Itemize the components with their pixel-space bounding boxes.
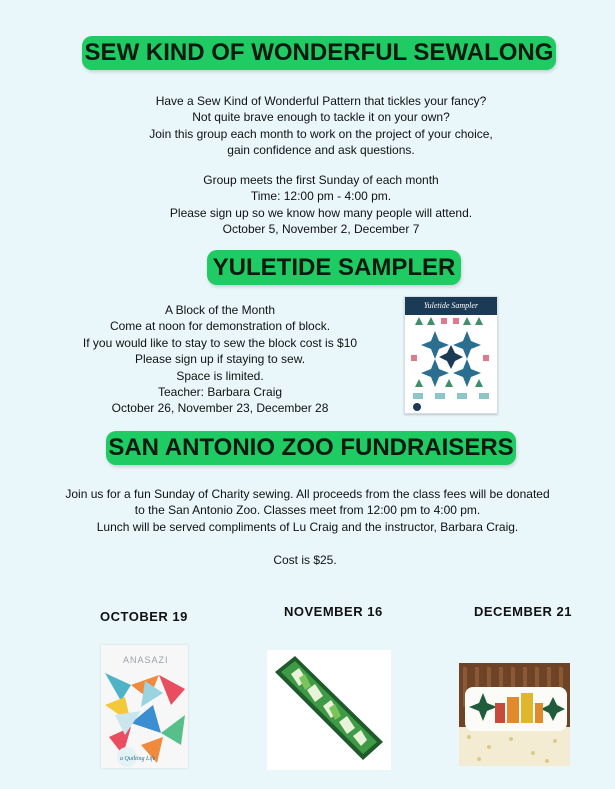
yuletide-sampler-pattern-cover xyxy=(404,296,498,414)
table-runner-image xyxy=(267,650,391,770)
anasazi-cover-title: ANASAZI xyxy=(123,655,169,665)
cost-text: Cost is $25. xyxy=(273,553,337,567)
text-line: Teacher: Barbara Craig xyxy=(157,385,283,400)
text-line: Join this group each month to work on the project of your choice, xyxy=(149,126,493,141)
text-line: October 5, November 2, December 7 xyxy=(222,222,420,237)
table-runner-photo xyxy=(267,650,391,770)
date-december-21: DECEMBER 21 xyxy=(474,604,572,619)
text-line: Have a Sew Kind of Wonderful Pattern that tickles your fancy? xyxy=(155,94,487,108)
text-line: Lunch will be served compliments of Lu Craig and the instructor, Barbara Craig. xyxy=(96,519,519,534)
text-line: Please sign up if staying to sew. xyxy=(134,352,306,367)
sewalong-heading: SEW KIND OF WONDERFUL SEWALONG xyxy=(82,36,556,70)
text-line: A Block of the Month xyxy=(164,303,276,317)
bench-pillow-photo xyxy=(459,663,570,766)
text-line: Please sign up so we know how many people will attend. xyxy=(169,205,473,220)
text-line: Join us for a fun Sunday of Charity sewing. All proceeds from the class fees will be donated xyxy=(65,487,550,501)
text-line: to the San Antonio Zoo. Classes meet from 12:00 pm to 4:00 pm. xyxy=(134,503,481,518)
text-line: Come at noon for demonstration of block. xyxy=(109,319,331,334)
svg-text:a Quilting Life: a Quilting Life xyxy=(120,756,156,762)
text-line: gain confidence and ask questions. xyxy=(227,143,415,158)
text-line: Space is limited. xyxy=(176,368,264,383)
text-line: If you would like to stay to sew the block cost is $10 xyxy=(82,335,358,350)
text-line: Group meets the first Sunday of each month xyxy=(203,173,439,187)
sewalong-intro xyxy=(108,93,534,159)
zoo-details xyxy=(40,486,575,535)
yuletide-details xyxy=(70,302,370,417)
zoo-cost xyxy=(220,552,390,568)
text-line: Not quite brave enough to tackle it on your own? xyxy=(192,110,450,125)
date-october-19: OCTOBER 19 xyxy=(100,609,188,624)
quilt-image xyxy=(405,315,497,413)
bench-pillow-image xyxy=(459,663,570,766)
text-line: October 26, November 23, December 28 xyxy=(111,401,329,416)
cover-title: Yuletide Sampler xyxy=(405,297,497,315)
sewalong-meeting-info xyxy=(108,172,534,238)
zoo-fundraisers-heading: SAN ANTONIO ZOO FUNDRAISERS xyxy=(106,431,516,465)
anasazi-pattern-photo xyxy=(101,645,188,768)
anasazi-quilt-image xyxy=(101,645,188,768)
date-november-16: NOVEMBER 16 xyxy=(284,604,383,619)
text-line: Time: 12:00 pm - 4:00 pm. xyxy=(250,189,392,204)
yuletide-heading: YULETIDE SAMPLER xyxy=(207,250,461,285)
